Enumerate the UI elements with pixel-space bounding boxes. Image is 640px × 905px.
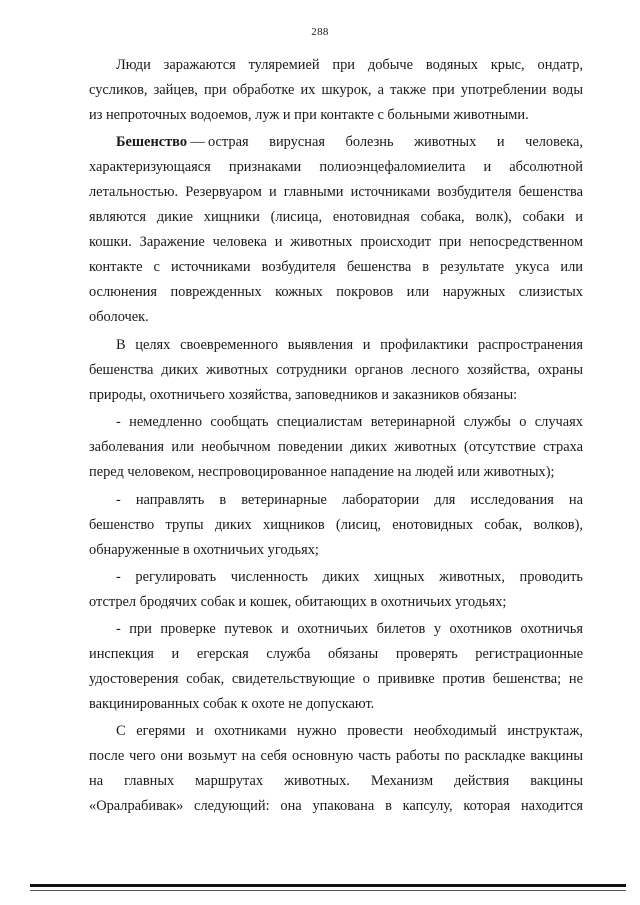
text-line: летальностью. Резервуаром и главными источниками возбудителя бешенства xyxy=(89,184,583,200)
list-item-line: - немедленно сообщать специалистам ветеринарной службы о случаях xyxy=(116,414,583,430)
text-line: оболочек. xyxy=(89,309,149,325)
text-line: из непроточных водоемов, луж и при контакте с больными животными. xyxy=(89,107,529,123)
text-line: контакте с источниками возбудителя бешенства в результате укуса или xyxy=(89,259,583,275)
text-line: обнаруженные в охотничьих угодьях; xyxy=(89,542,319,558)
text-line: С егерями и охотниками нужно провести необходимый инструктаж, xyxy=(116,723,583,739)
text-line: на главных маршрутах животных. Механизм действия вакцины xyxy=(89,773,583,789)
text-line: «Оралрабивак» следующий: она упакована в капсулу, которая находится xyxy=(89,798,583,814)
term-rabies: Бешенство xyxy=(116,134,188,150)
text-line: характеризующаяся признаками полиоэнцефаломиелита и абсолютной xyxy=(89,159,583,175)
text-line: бешенства диких животных сотрудники органов лесного хозяйства, охраны xyxy=(89,362,583,378)
text-line xyxy=(116,133,583,151)
text-line: природы, охотничьего хозяйства, заповедников и заказников обязаны: xyxy=(89,387,518,403)
text-line: инспекция и егерская служба обязаны проверять регистрационные xyxy=(89,646,583,662)
text-line: Люди заражаются туляремией при добыче водяных крыс, ондатр, xyxy=(116,57,583,73)
text-line: В целях своевременного выявления и профилактики распространения xyxy=(116,337,583,353)
text-line: перед человеком, неспровоцированное нападение на людей или животных); xyxy=(89,464,555,480)
text-line: сусликов, зайцев, при обработке их шкурок, а также при употреблении воды xyxy=(89,82,583,98)
bottom-rule-thin xyxy=(30,890,626,891)
bottom-rule xyxy=(30,884,626,887)
text-line: отстрел бродячих собак и кошек, обитающих в охотничьих угодьях; xyxy=(89,594,507,610)
text-line: ослюнения поврежденных кожных покровов или наружных слизистых xyxy=(89,284,583,300)
text-line: вакцинированных собак к охоте не допускают. xyxy=(89,696,375,712)
list-item-line: - при проверке путевок и охотничьих билетов у охотников охотничья xyxy=(116,621,583,637)
text-line: острая вирусная болезнь животных и человека, xyxy=(207,134,583,150)
list-item-line: - направлять в ветеринарные лаборатории для исследования на xyxy=(116,492,583,508)
text-line: являются дикие хищники (лисица, енотовидная собака, волк), собаки и xyxy=(89,209,583,225)
text-line: заболевания или необычном поведении диких животных (отсутствие страха xyxy=(89,439,583,455)
page-number: 288 xyxy=(311,26,329,38)
text-line: удостоверения собак, свидетельствующие о прививке против бешенства; не xyxy=(89,671,583,687)
em-dash: — xyxy=(190,134,205,150)
list-item-line: - регулировать численность диких хищных животных, проводить xyxy=(116,569,583,585)
text-line: кошки. Заражение человека и животных происходит при непосредственном xyxy=(89,234,583,250)
text-line: бешенство трупы диких хищников (лисиц, енотовидных собак, волков), xyxy=(89,517,583,533)
text-line: после чего они возьмут на себя основную часть работы по раскладке вакцины xyxy=(89,748,583,764)
